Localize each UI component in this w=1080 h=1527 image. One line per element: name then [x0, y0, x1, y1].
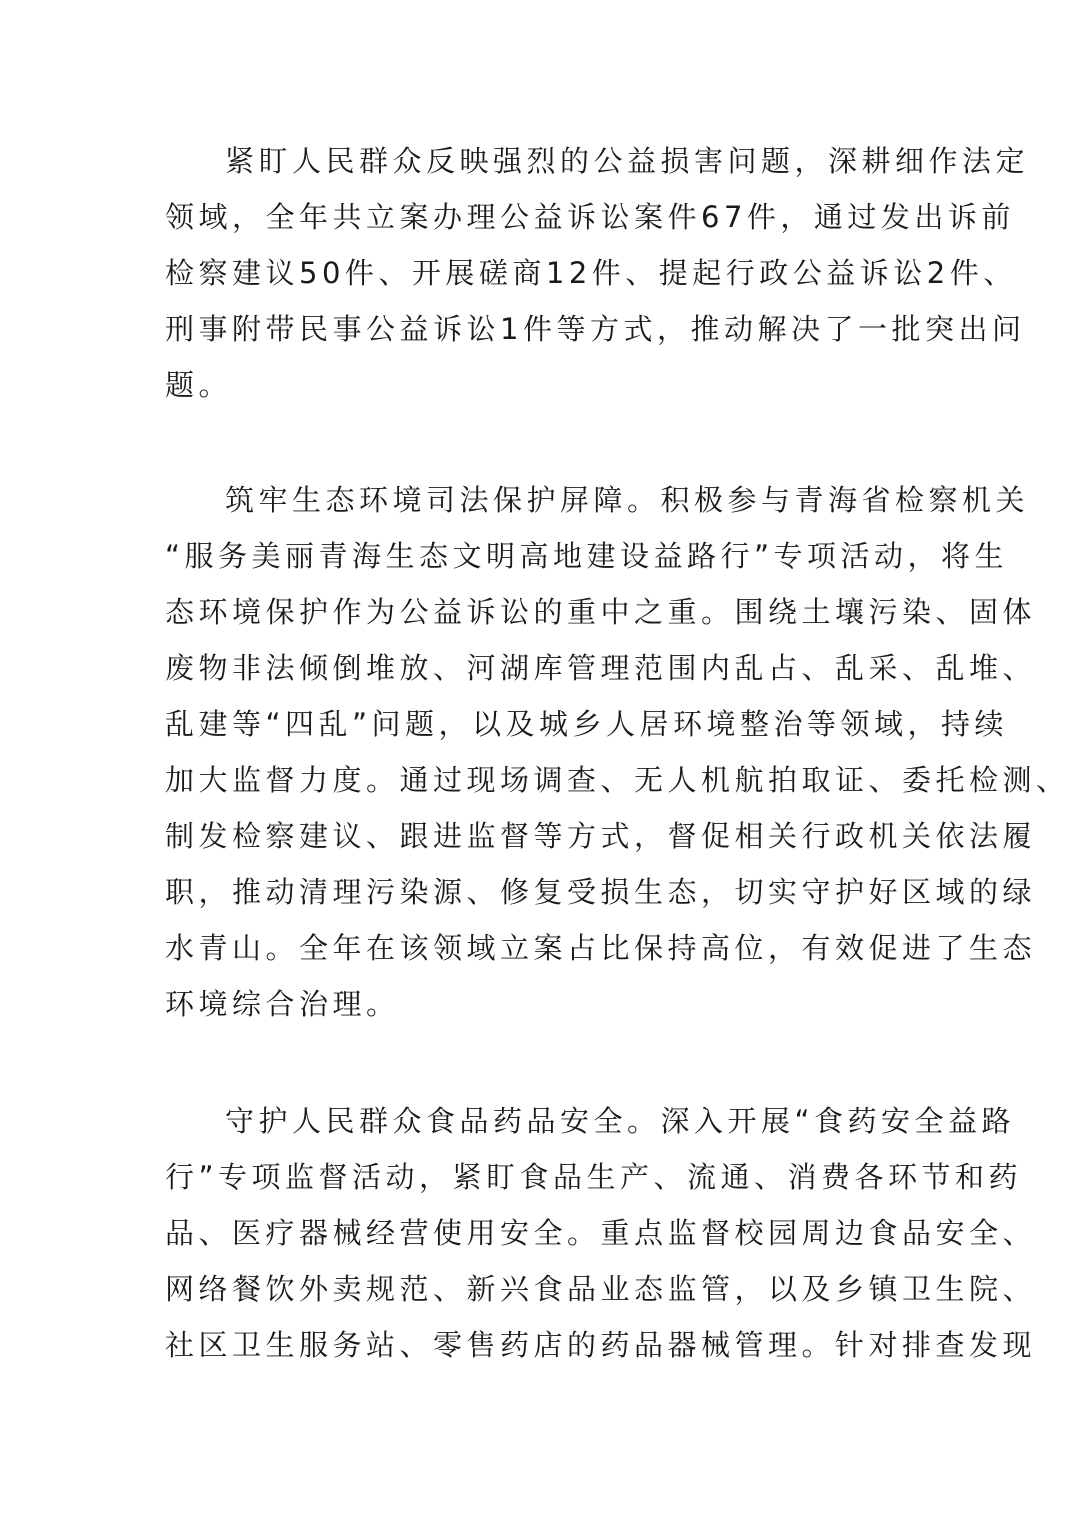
paragraph-line: 题。: [165, 368, 233, 402]
paragraph-line: 守护人民群众食品药品安全。深入开展“食药安全益路: [225, 1104, 1016, 1138]
paragraph-line: 加大监督力度。通过现场调查、无人机航拍取证、委托检测、: [165, 763, 1070, 797]
paragraph-line: 品、医疗器械经营使用安全。重点监督校园周边食品安全、: [165, 1216, 1037, 1250]
paragraph-line: 领域，全年共立案办理公益诉讼案件67件，通过发出诉前: [165, 200, 1015, 234]
paragraph-line: 检察建议50件、开展磋商12件、提起行政公益诉讼2件、: [165, 256, 1017, 290]
paragraph-line: 筑牢生态环境司法保护屏障。积极参与青海省检察机关: [225, 483, 1030, 517]
paragraph-line: 废物非法倾倒堆放、河湖库管理范围内乱占、乱采、乱堆、: [165, 651, 1037, 685]
paragraph-line: 网络餐饮外卖规范、新兴食品业态监管，以及乡镇卫生院、: [165, 1272, 1037, 1306]
paragraph-food-drug-safety: [165, 1093, 1037, 1373]
paragraph-ecological-protection: [165, 472, 1070, 1032]
paragraph-line: 社区卫生服务站、零售药店的药品器械管理。针对排查发现: [165, 1328, 1037, 1362]
paragraph-line: 水青山。全年在该领域立案占比保持高位，有效促进了生态: [165, 931, 1037, 965]
paragraph-line: 刑事附带民事公益诉讼1件等方式，推动解决了一批突出问: [165, 312, 1026, 346]
paragraph-line: 制发检察建议、跟进监督等方式，督促相关行政机关依法履: [165, 819, 1037, 853]
paragraph-line: 环境综合治理。: [165, 987, 400, 1021]
paragraph-line: 职，推动清理污染源、修复受损生态，切实守护好区域的绿: [165, 875, 1037, 909]
paragraph-line: “服务美丽青海生态文明高地建设益路行”专项活动，将生: [165, 539, 1009, 573]
paragraph-line: 态环境保护作为公益诉讼的重中之重。围绕土壤污染、固体: [165, 595, 1037, 629]
paragraph-line: 行”专项监督活动，紧盯食品生产、流通、消费各环节和药: [165, 1160, 1023, 1194]
paragraph-public-interest-litigation: [165, 133, 1030, 413]
paragraph-line: 紧盯人民群众反映强烈的公益损害问题，深耕细作法定: [225, 144, 1030, 178]
paragraph-line: 乱建等“四乱”问题，以及城乡人居环境整治等领域，持续: [165, 707, 1009, 741]
